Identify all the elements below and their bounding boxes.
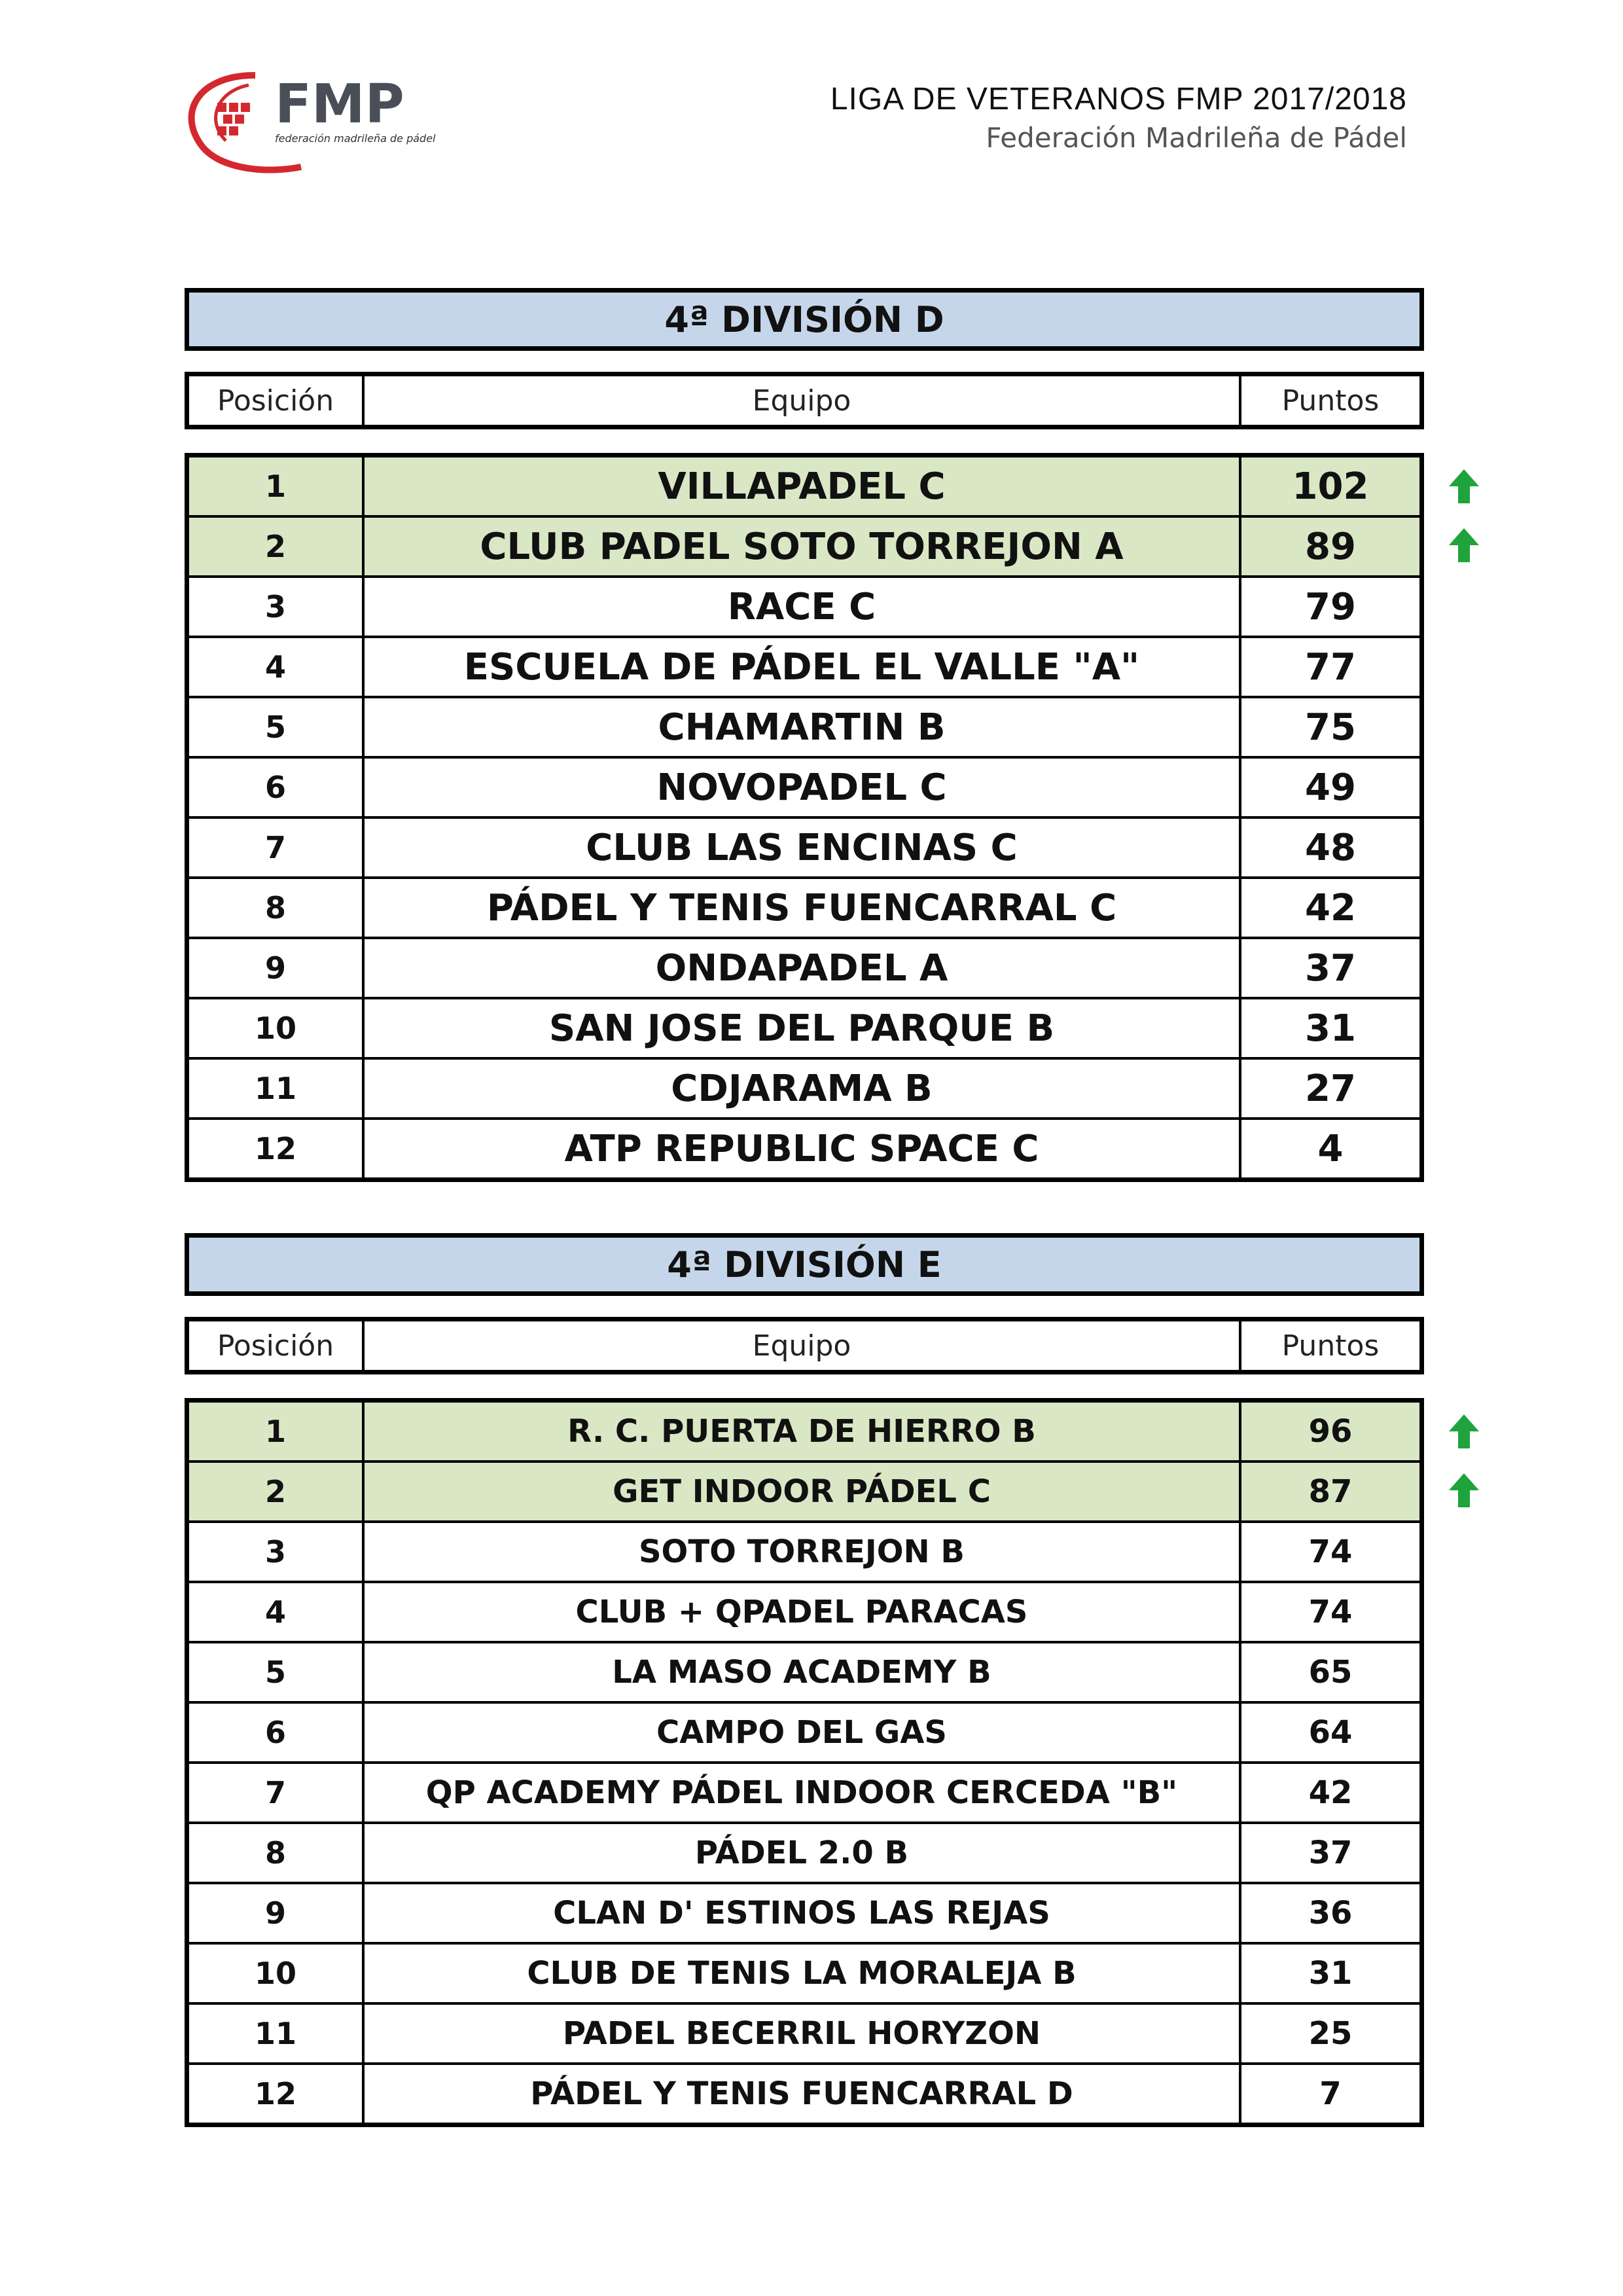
col-puntos: Puntos xyxy=(1281,384,1380,418)
table-row xyxy=(189,1117,1419,1177)
table-row xyxy=(189,1761,1419,1821)
position-cell: 7 xyxy=(189,1764,365,1821)
standings-rows xyxy=(185,453,1424,1182)
table-row xyxy=(189,816,1419,876)
points-cell: 37 xyxy=(1308,1835,1353,1871)
col-posicion: Posición xyxy=(189,376,365,425)
position-cell: 5 xyxy=(189,698,365,756)
team-cell: PÁDEL 2.0 B xyxy=(365,1824,1241,1882)
position-cell: 6 xyxy=(189,1704,365,1761)
table-row xyxy=(189,997,1419,1057)
promotion-arrow-icon xyxy=(1446,1471,1482,1510)
points-cell: 25 xyxy=(1308,2015,1353,2052)
position-cell: 7 xyxy=(189,819,365,876)
document-header xyxy=(830,80,1407,157)
points-cell: 49 xyxy=(1305,766,1356,809)
team-cell: SOTO TORREJON B xyxy=(365,1523,1241,1581)
position-cell: 5 xyxy=(189,1643,365,1701)
table-row xyxy=(189,1520,1419,1581)
points-cell: 31 xyxy=(1308,1955,1353,1992)
standings-rows xyxy=(185,1398,1424,2127)
col-posicion: Posición xyxy=(189,1321,365,1370)
table-row xyxy=(189,696,1419,756)
team-cell: CHAMARTIN B xyxy=(365,698,1241,756)
table-row xyxy=(189,1701,1419,1761)
team-cell: ATP REPUBLIC SPACE C xyxy=(365,1120,1241,1177)
points-cell: 36 xyxy=(1308,1895,1353,1931)
team-cell: CDJARAMA B xyxy=(365,1060,1241,1117)
position-cell: 10 xyxy=(189,1945,365,2002)
points-cell: 7 xyxy=(1319,2075,1342,2112)
table-row xyxy=(189,636,1419,696)
team-cell: CLUB + QPADEL PARACAS xyxy=(365,1583,1241,1641)
points-cell: 74 xyxy=(1308,1534,1353,1570)
points-cell: 74 xyxy=(1308,1594,1353,1630)
table-row xyxy=(189,2002,1419,2062)
division-d-table xyxy=(185,288,1424,1182)
col-puntos: Puntos xyxy=(1281,1329,1380,1363)
position-cell: 12 xyxy=(189,2065,365,2123)
promotion-arrow-icon xyxy=(1446,526,1482,565)
col-equipo: Equipo xyxy=(365,376,1241,425)
points-cell: 87 xyxy=(1308,1473,1353,1510)
position-cell: 3 xyxy=(189,578,365,636)
position-cell: 2 xyxy=(189,1463,365,1520)
position-cell: 11 xyxy=(189,2005,365,2062)
position-cell: 1 xyxy=(189,1403,365,1460)
position-cell: 9 xyxy=(189,1884,365,1942)
table-row xyxy=(189,1942,1419,2002)
team-cell: GET INDOOR PÁDEL C xyxy=(365,1463,1241,1520)
col-equipo: Equipo xyxy=(365,1321,1241,1370)
points-cell: 65 xyxy=(1308,1654,1353,1691)
table-row xyxy=(189,457,1419,515)
points-cell: 48 xyxy=(1305,826,1356,869)
division-e-table xyxy=(185,1233,1424,2127)
division-title: 4ª DIVISIÓN E xyxy=(185,1233,1424,1296)
team-cell: ONDAPADEL A xyxy=(365,939,1241,997)
table-row xyxy=(189,1882,1419,1942)
team-cell: CLUB PADEL SOTO TORREJON A xyxy=(365,518,1241,575)
table-row xyxy=(189,575,1419,636)
column-header-row xyxy=(185,1317,1424,1374)
points-cell: 79 xyxy=(1305,585,1356,628)
team-cell: CLAN D' ESTINOS LAS REJAS xyxy=(365,1884,1241,1942)
team-cell: NOVOPADEL C xyxy=(365,759,1241,816)
position-cell: 4 xyxy=(189,638,365,696)
points-cell: 42 xyxy=(1308,1774,1353,1811)
team-cell: ESCUELA DE PÁDEL EL VALLE "A" xyxy=(365,638,1241,696)
table-row xyxy=(189,1403,1419,1460)
position-cell: 11 xyxy=(189,1060,365,1117)
team-cell: PADEL BECERRIL HORYZON xyxy=(365,2005,1241,2062)
position-cell: 8 xyxy=(189,879,365,937)
table-row xyxy=(189,1641,1419,1701)
team-cell: QP ACADEMY PÁDEL INDOOR CERCEDA "B" xyxy=(365,1764,1241,1821)
team-cell: PÁDEL Y TENIS FUENCARRAL D xyxy=(365,2065,1241,2123)
team-cell: LA MASO ACADEMY B xyxy=(365,1643,1241,1701)
team-cell: CAMPO DEL GAS xyxy=(365,1704,1241,1761)
position-cell: 10 xyxy=(189,999,365,1057)
table-row xyxy=(189,515,1419,575)
team-cell: PÁDEL Y TENIS FUENCARRAL C xyxy=(365,879,1241,937)
points-cell: 42 xyxy=(1305,886,1356,929)
table-row xyxy=(189,1821,1419,1882)
position-cell: 12 xyxy=(189,1120,365,1177)
points-cell: 64 xyxy=(1308,1714,1353,1751)
points-cell: 77 xyxy=(1305,645,1356,689)
table-row xyxy=(189,1057,1419,1117)
team-cell: VILLAPADEL C xyxy=(365,457,1241,515)
team-cell: SAN JOSE DEL PARQUE B xyxy=(365,999,1241,1057)
points-cell: 31 xyxy=(1305,1007,1356,1050)
promotion-arrow-icon xyxy=(1446,1412,1482,1451)
table-row xyxy=(189,937,1419,997)
promotion-arrow-icon xyxy=(1446,467,1482,506)
logo-fmp-text: FMP xyxy=(275,73,404,135)
table-row xyxy=(189,1460,1419,1520)
points-cell: 4 xyxy=(1317,1127,1344,1170)
logo-subtext: federación madrileña de pádel xyxy=(275,132,436,145)
team-cell: RACE C xyxy=(365,578,1241,636)
fmp-logo xyxy=(177,62,478,180)
table-row xyxy=(189,1581,1419,1641)
table-row xyxy=(189,2062,1419,2123)
points-cell: 75 xyxy=(1305,706,1356,749)
points-cell: 102 xyxy=(1292,465,1369,508)
position-cell: 4 xyxy=(189,1583,365,1641)
position-cell: 3 xyxy=(189,1523,365,1581)
league-title: LIGA DE VETERANOS FMP 2017/2018 xyxy=(830,82,1407,117)
column-header-row xyxy=(185,372,1424,429)
position-cell: 2 xyxy=(189,518,365,575)
position-cell: 6 xyxy=(189,759,365,816)
points-cell: 37 xyxy=(1305,946,1356,990)
position-cell: 9 xyxy=(189,939,365,997)
team-cell: R. C. PUERTA DE HIERRO B xyxy=(365,1403,1241,1460)
federation-name: Federación Madrileña de Pádel xyxy=(986,122,1407,154)
points-cell: 27 xyxy=(1305,1067,1356,1110)
points-cell: 89 xyxy=(1305,525,1356,568)
team-cell: CLUB DE TENIS LA MORALEJA B xyxy=(365,1945,1241,2002)
team-cell: CLUB LAS ENCINAS C xyxy=(365,819,1241,876)
table-row xyxy=(189,756,1419,816)
position-cell: 8 xyxy=(189,1824,365,1882)
table-row xyxy=(189,876,1419,937)
points-cell: 96 xyxy=(1308,1413,1353,1450)
position-cell: 1 xyxy=(189,457,365,515)
division-title: 4ª DIVISIÓN D xyxy=(185,288,1424,351)
